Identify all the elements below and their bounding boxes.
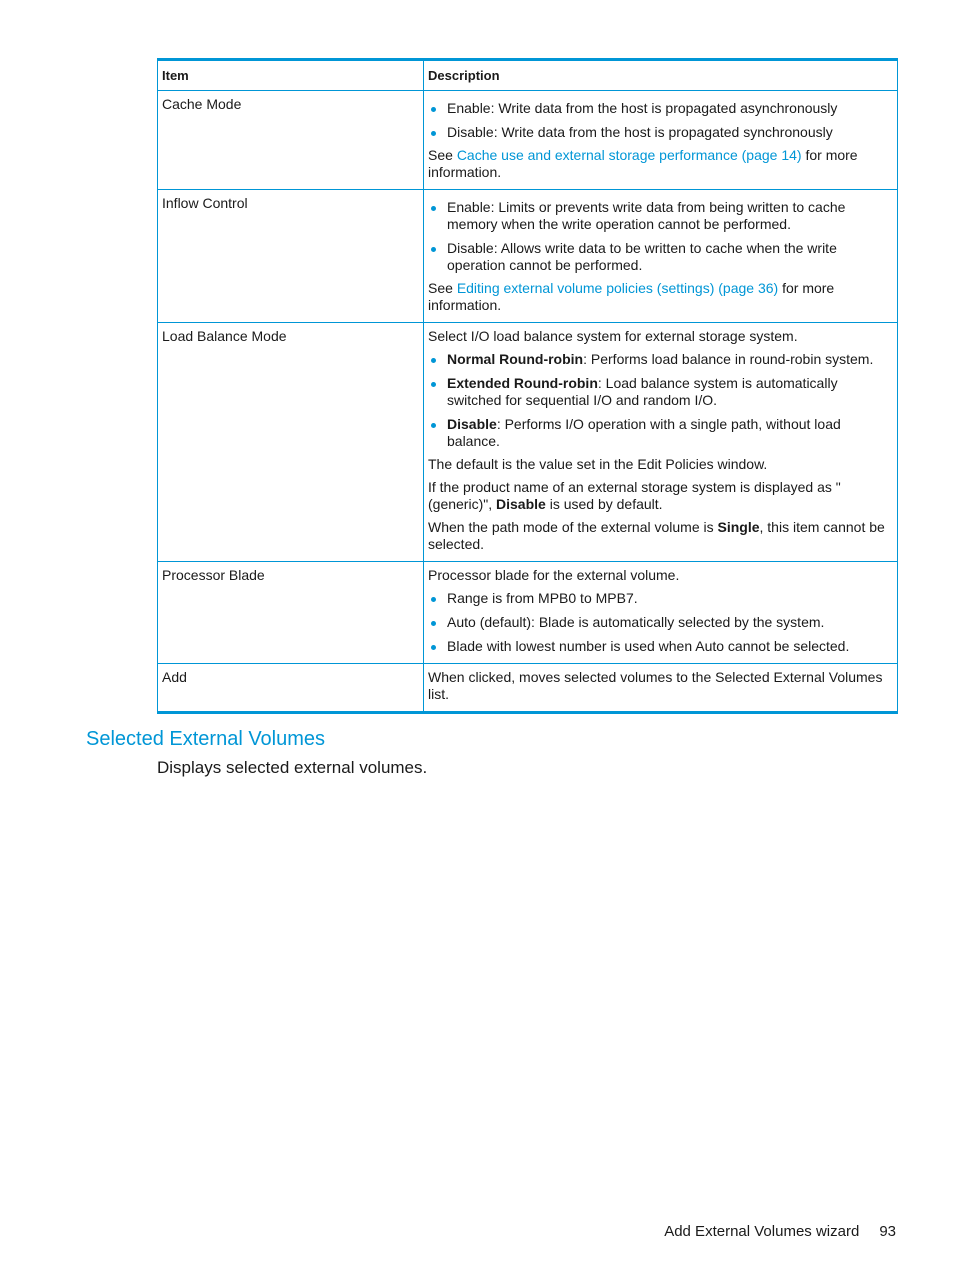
header-item: Item [158,60,424,91]
item-cell: Cache Mode [158,91,424,190]
bullet-icon [431,597,436,602]
bullet-icon [431,131,436,136]
page-number: 93 [879,1223,896,1240]
cross-reference-link[interactable]: Editing external volume policies (settings) (page 36) [456,280,779,296]
list-item: Extended Round-robin: Load balance system is automatically switched for sequential I/O and random I/O. [428,375,893,409]
bullet-icon [431,247,436,252]
item-cell: Inflow Control [158,190,424,323]
item-cell: Add [158,664,424,713]
description-table [157,58,898,714]
cross-reference-link[interactable]: Cache use and external storage performance (page 14) [456,147,802,163]
bullet-icon [431,621,436,626]
list-item: Disable: Allows write data to be written to cache when the write operation cannot be performed. [428,240,893,274]
bullet-icon [431,423,436,428]
bullet-icon [431,382,436,387]
list-item: Enable: Limits or prevents write data from being written to cache memory when the write operation cannot be performed. [428,199,893,233]
table-header-row [158,60,898,91]
see-also: See Editing external volume policies (settings) (page 36) for more information. [428,280,835,313]
list-item: Normal Round-robin: Performs load balance in round-robin system. [428,351,893,368]
single-note: When the path mode of the external volume is Single, this item cannot be selected. [428,519,885,552]
description-cell [424,91,898,190]
intro-text: Select I/O load balance system for external storage system. [428,328,798,344]
bullet-icon [431,206,436,211]
description-cell [424,190,898,323]
item-cell: Load Balance Mode [158,323,424,562]
list-item: Enable: Write data from the host is propagated asynchronously [428,100,893,117]
list-item: Auto (default): Blade is automatically selected by the system. [428,614,893,631]
footer-chapter-title: Add External Volumes wizard [664,1223,860,1240]
bullet-icon [431,107,436,112]
description-cell [424,562,898,664]
list-item: Disable: Performs I/O operation with a single path, without load balance. [428,416,893,450]
default-note: The default is the value set in the Edit Policies window. [428,456,768,472]
description-cell [424,323,898,562]
list-item: Range is from MPB0 to MPB7. [428,590,893,607]
list-item: Blade with lowest number is used when Auto cannot be selected. [428,638,893,655]
bullet-icon [431,358,436,363]
table-row-add [158,664,898,713]
header-description: Description [424,60,898,91]
table-row-cache-mode [158,91,898,190]
bullet-list [428,199,893,274]
bullet-icon [431,645,436,650]
description-cell [424,664,898,713]
see-also: See Cache use and external storage performance (page 14) for more information. [428,147,858,180]
table-row-processor-blade [158,562,898,664]
bullet-list [428,351,893,450]
intro-text: Processor blade for the external volume. [428,567,680,583]
bullet-list [428,100,893,141]
generic-note: If the product name of an external storage system is displayed as "(generic)", Disable is used by default. [428,479,841,512]
item-cell: Processor Blade [158,562,424,664]
table-row-inflow-control [158,190,898,323]
section-heading: Selected External Volumes [86,728,326,750]
bullet-list [428,590,893,655]
list-item: Disable: Write data from the host is propagated synchronously [428,124,893,141]
table-row-load-balance-mode [158,323,898,562]
page-footer [664,1222,896,1242]
description-text: When clicked, moves selected volumes to the Selected External Volumes list. [428,669,883,702]
section-body-text: Displays selected external volumes. [157,758,428,777]
